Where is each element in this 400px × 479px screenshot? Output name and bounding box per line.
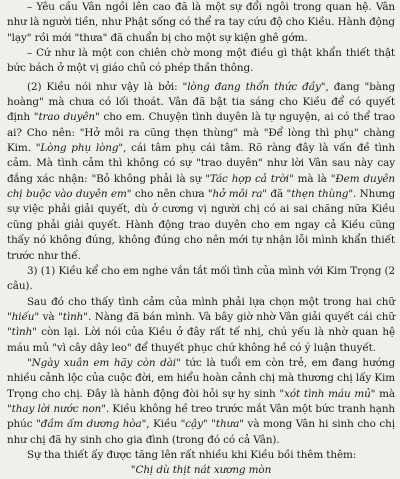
quoted-phrase: "thẹn thùng": [286, 188, 354, 201]
quoted-phrase: "hở môi ra": [207, 188, 267, 201]
paragraph: [7, 80, 395, 264]
text-run: – Cứ như là một con chiên chờ mong một điều gì thật khẩn thiết thật bức bách ở một vị giáo chủ có phép thần thông.: [7, 47, 395, 75]
quoted-phrase: "Chị dù thịt nát xương mòn: [130, 464, 272, 477]
text-run: Sự tha thiết ấy được tăng lên rất nhiều khi Kiều bồi thêm thêm:: [27, 448, 357, 461]
paragraph: [7, 264, 395, 295]
verse-line: [7, 463, 395, 478]
text-run: cho nên chưa: [131, 188, 208, 201]
text-run: , cái tâm phụ cái tâm. Rõ ràng đây là vấn đề tình cảm. Mà tình cảm thì không có sự "trao duyên" như lời Vân sau này cay đắng xác nhận: "Bỏ không phải là sự: [7, 142, 395, 185]
quoted-phrase: "Lòng phụ lòng": [35, 142, 124, 155]
text-run: . Nhưng sự việc phải giải quyết, dù ở cương vị người chị có ai sai chăng nữa Kiều cũng phải giải quyết. Hành động trao duyên cho em ngay cả Kiều cũng thấy nó không đúng, không đúng cho nên mới tự nhận lỗi mình khẩn thiết trước như thế.: [7, 188, 395, 262]
quoted-phrase: "Đem duyên chị buộc vào duyên em": [7, 172, 395, 201]
text-run: . Nàng đã bán mình. Và bây giờ nhờ Vân giải quyết cái chữ: [87, 310, 395, 323]
text-run: còn lại. Lời nói của Kiều ở đây rất tế nhị, chú yếu là nhờ quan hệ máu mủ "vì cây dây leo" để thuyết phục chứ không hề có ý luận thuyết.: [7, 326, 395, 354]
text-run: (2) Kiều nói như vậy là bởi:: [27, 80, 183, 93]
quoted-phrase: "thay lời nước non": [7, 402, 106, 415]
text-run: và mong Vân hi sinh cho chị như chị đã hy sinh cho gia đình (trong đó có cả Vân).: [7, 418, 395, 446]
quoted-phrase: "tình": [58, 310, 88, 323]
quoted-phrase: "Ngày xuân em hãy còn dài": [27, 356, 181, 369]
quoted-phrase: "thưa": [211, 418, 244, 431]
text-run: mà: [375, 387, 395, 400]
paragraph: [7, 448, 395, 463]
paragraph: [7, 0, 395, 46]
text-run: – Yêu cầu Vân ngồi lên cao đã là một sự đổi ngôi trong quan hệ. Vân như là người tiền, như Phật sống có thể ra tay cứu độ cho Kiều. Hành động "lạy" rồi mới "thưa" đã chuẩn bị cho một sự kiện ghê gớm.: [7, 1, 395, 44]
quoted-phrase: "cậy": [180, 418, 208, 431]
text-run: tức là tuổi em còn trẻ, em đang hướng nhiều cảnh lộc của cuộc đời, em hiểu hoàn cảnh chị mà thương chị lấy Kim Trọng cho chị. Đây là hành động đòi hỏi sự hy sinh: [7, 356, 395, 400]
text-run: 3) (1) Kiều kể cho em nghe vắn tắt mối tình của mình với Kim Trọng (2 câu).: [7, 264, 395, 293]
text-run: , Kiều: [146, 418, 181, 431]
text-run: . Kiều không hề treo trước mắt Vân một bức tranh hạnh phúc: [7, 402, 395, 431]
text-run: cho em. Chuyện tình duyên là tự nguyện, ai có thể trao ai? Cho nên: "Hở môi ra cũng thẹn thùng" mà "Để lòng thì phụ" chàng Kim.: [7, 111, 395, 155]
text-run: và: [39, 310, 59, 323]
paragraph: [7, 295, 395, 356]
text-run: Sau đó cho thấy tình cảm của mình phải lựa chọn một trong hai chữ: [27, 295, 395, 308]
quoted-phrase: "lòng đang thổn thức đầy": [182, 80, 326, 93]
quoted-phrase: "xót tình máu mủ": [279, 387, 376, 400]
quoted-phrase: "đầm ấm dương hòa": [36, 418, 147, 431]
paragraph: [7, 46, 395, 77]
quoted-phrase: "hiếu": [7, 310, 40, 323]
quoted-phrase: "Tác hợp cả trời": [205, 172, 294, 185]
text-run: đã: [266, 188, 287, 201]
text-run: , đang "bàng hoàng" mà chưa có lối thoát. Vân đã bật tia sáng cho Kiều để có quyết định: [7, 80, 395, 124]
text-run: mà là: [293, 172, 331, 185]
paragraph: [7, 356, 395, 448]
quoted-phrase: "trao duyên": [33, 111, 100, 124]
quoted-phrase: "tình": [7, 326, 37, 339]
